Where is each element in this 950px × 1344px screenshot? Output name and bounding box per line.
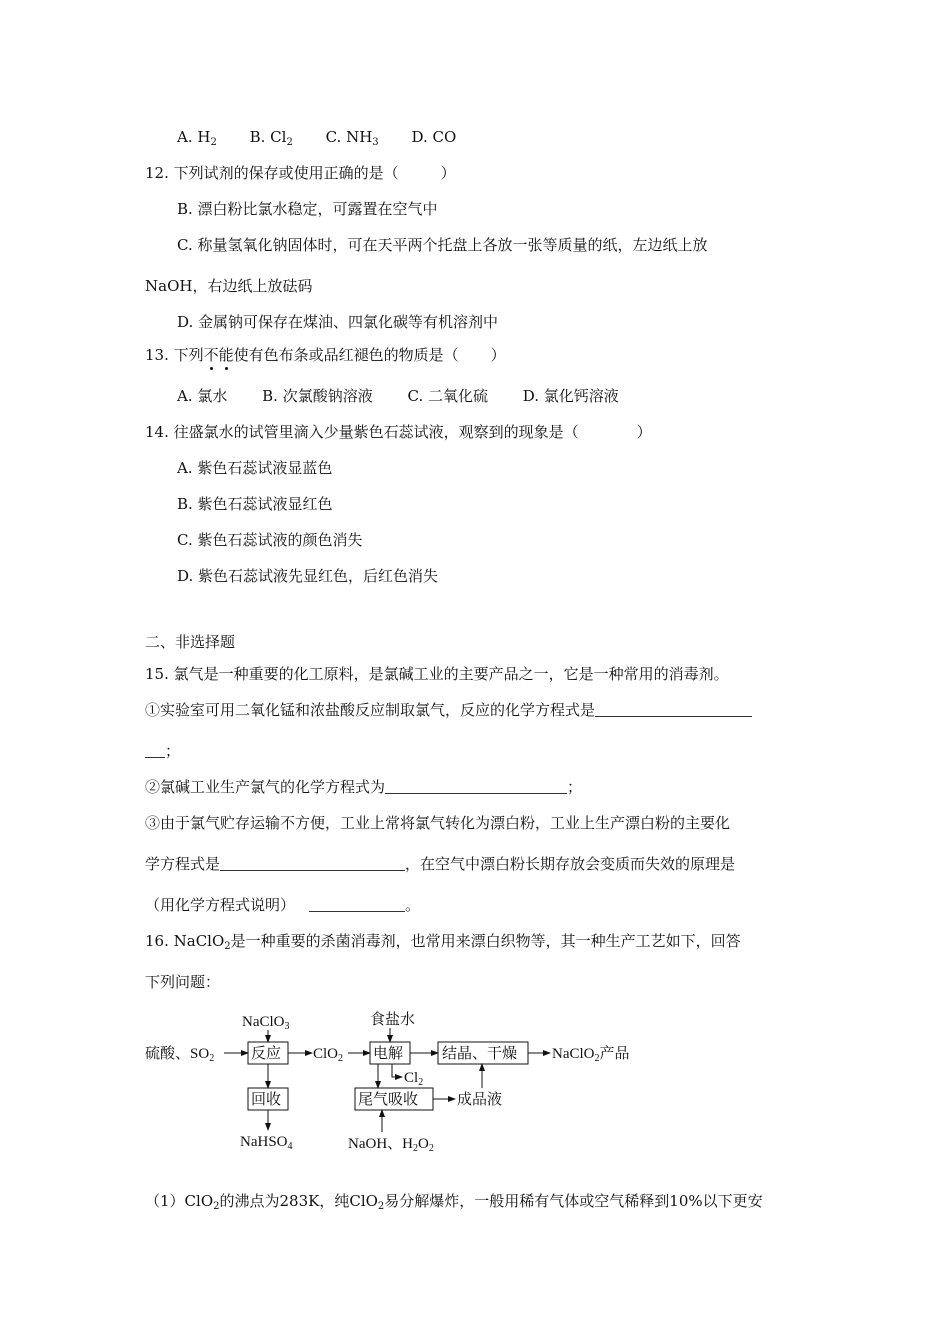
q16-part1: （1）ClO$_2$的沸点为283K，纯ClO$_2$易分解爆炸，一般用稀有气体或空气稀释到10%以下更安 — [145, 1192, 763, 1212]
q16-stem-cont: 下列问题： — [145, 973, 221, 991]
q14-option-a: A. 紫色石蕊试液显蓝色 — [177, 459, 333, 477]
answer-blank — [220, 854, 405, 871]
section-heading: 二、非选择题 — [145, 633, 236, 651]
q15-part3-cont: 学方程式是 ，在空气中漂白粉长期存放会变质而失效的原理是 — [145, 855, 736, 873]
answer-blank — [145, 741, 165, 758]
q14-option-b: B. 紫色石蕊试液显红色 — [177, 495, 333, 513]
q12-option-c: C. 称量氢氧化钠固体时，可在天平两个托盘上各放一张等质量的纸，左边纸上放 — [177, 236, 708, 254]
label-clo2: ClO$_2$ — [313, 1046, 344, 1064]
box-crystallize — [438, 1042, 528, 1064]
answer-blank — [595, 700, 752, 717]
label-recycle: 回收 — [251, 1092, 282, 1108]
answer-blank — [385, 777, 567, 794]
q15-part1-cont: ； — [145, 741, 180, 761]
q15-part2: ②氯碱工业生产氯气的化学方程式为 ； — [145, 778, 583, 796]
label-electrolysis: 电解 — [373, 1046, 404, 1062]
arrow-to-cl2 — [392, 1064, 402, 1077]
label-cl2: $Cl_2$ — [404, 1070, 424, 1088]
label-naclo3: NaClO$_3$ — [242, 1014, 290, 1032]
label-naoh-h2o2: NaOH、$H_2O_2$ — [348, 1136, 434, 1154]
q13-option-d: D. 氯化钙溶液 — [522, 387, 619, 405]
q14-option-c: C. 紫色石蕊试液的颜色消失 — [177, 531, 363, 549]
q13-options — [177, 386, 647, 406]
q15-stem: 15. 氯气是一种重要的化工原料，是氯碱工业的主要产品之一，它是一种常用的消毒剂。 — [145, 665, 729, 683]
q12-option-c-cont: NaOH，右边纸上放砝码 — [145, 277, 313, 295]
label-input: 硫酸、$SO_2$ — [145, 1046, 215, 1064]
q13-option-c: C. 二氧化硫 — [407, 387, 488, 405]
q11-option-d: D. CO — [411, 128, 457, 146]
label-product: NaClO$_2$产品 — [552, 1046, 630, 1064]
box-tail-gas — [355, 1088, 433, 1110]
q15-part3-cont2: （用化学方程式说明） 。 — [145, 896, 421, 914]
q15-part1: ①实验室可用二氧化锰和浓盐酸反应制取氯气，反应的化学方程式是 — [145, 700, 752, 720]
label-nahso4: NaHSO$_4$ — [240, 1134, 293, 1152]
label-tail-gas: 尾气吸收 — [358, 1092, 419, 1108]
q12-stem: 12. 下列试剂的保存或使用正确的是（ ） — [145, 164, 456, 182]
q13-option-b: B. 次氯酸钠溶液 — [262, 387, 373, 405]
q14-stem: 14. 往盛氯水的试管里滴入少量紫色石蕊试液，观察到的现象是（ ） — [145, 423, 652, 441]
label-crystallize: 结晶、干燥 — [442, 1046, 518, 1062]
q12-option-b: B. 漂白粉比氯水稳定，可露置在空气中 — [177, 200, 438, 218]
emphasis-dot-char: 能 — [218, 346, 234, 364]
label-salt-water: 食盐水 — [370, 1012, 416, 1028]
q16-stem: 16. NaClO$_2$是一种重要的杀菌消毒剂，也常用来漂白织物等，其一种生产工艺如下，回答 — [145, 932, 741, 952]
q11-option-b: B. $Cl_2$ — [249, 128, 293, 148]
q11-option-c: C. $NH_3$ — [325, 128, 379, 148]
q14-option-d: D. 紫色石蕊试液先显红色，后红色消失 — [177, 567, 439, 585]
q12-option-d: D. 金属钠可保存在煤油、四氯化碳等有机溶剂中 — [177, 313, 499, 331]
q11-option-a: A. $H_2$ — [177, 128, 217, 148]
answer-blank — [309, 895, 405, 912]
box-electrolysis — [370, 1042, 410, 1064]
q13-option-a: A. 氯水 — [177, 387, 228, 405]
label-reaction: 反应 — [251, 1046, 282, 1062]
q13-stem: 13. 下列不能使有色布条或品红褪色的物质是（ ） — [145, 346, 506, 364]
emphasis-dot-char: 不 — [203, 346, 219, 364]
label-finished: 成品液 — [457, 1092, 503, 1108]
box-recycle — [248, 1088, 288, 1110]
q11-options — [177, 127, 484, 153]
box-reaction — [248, 1042, 288, 1064]
q15-part3: ③由于氯气贮存运输不方便，工业上常将氯气转化为漂白粉，工业上生产漂白粉的主要化 — [145, 814, 731, 832]
